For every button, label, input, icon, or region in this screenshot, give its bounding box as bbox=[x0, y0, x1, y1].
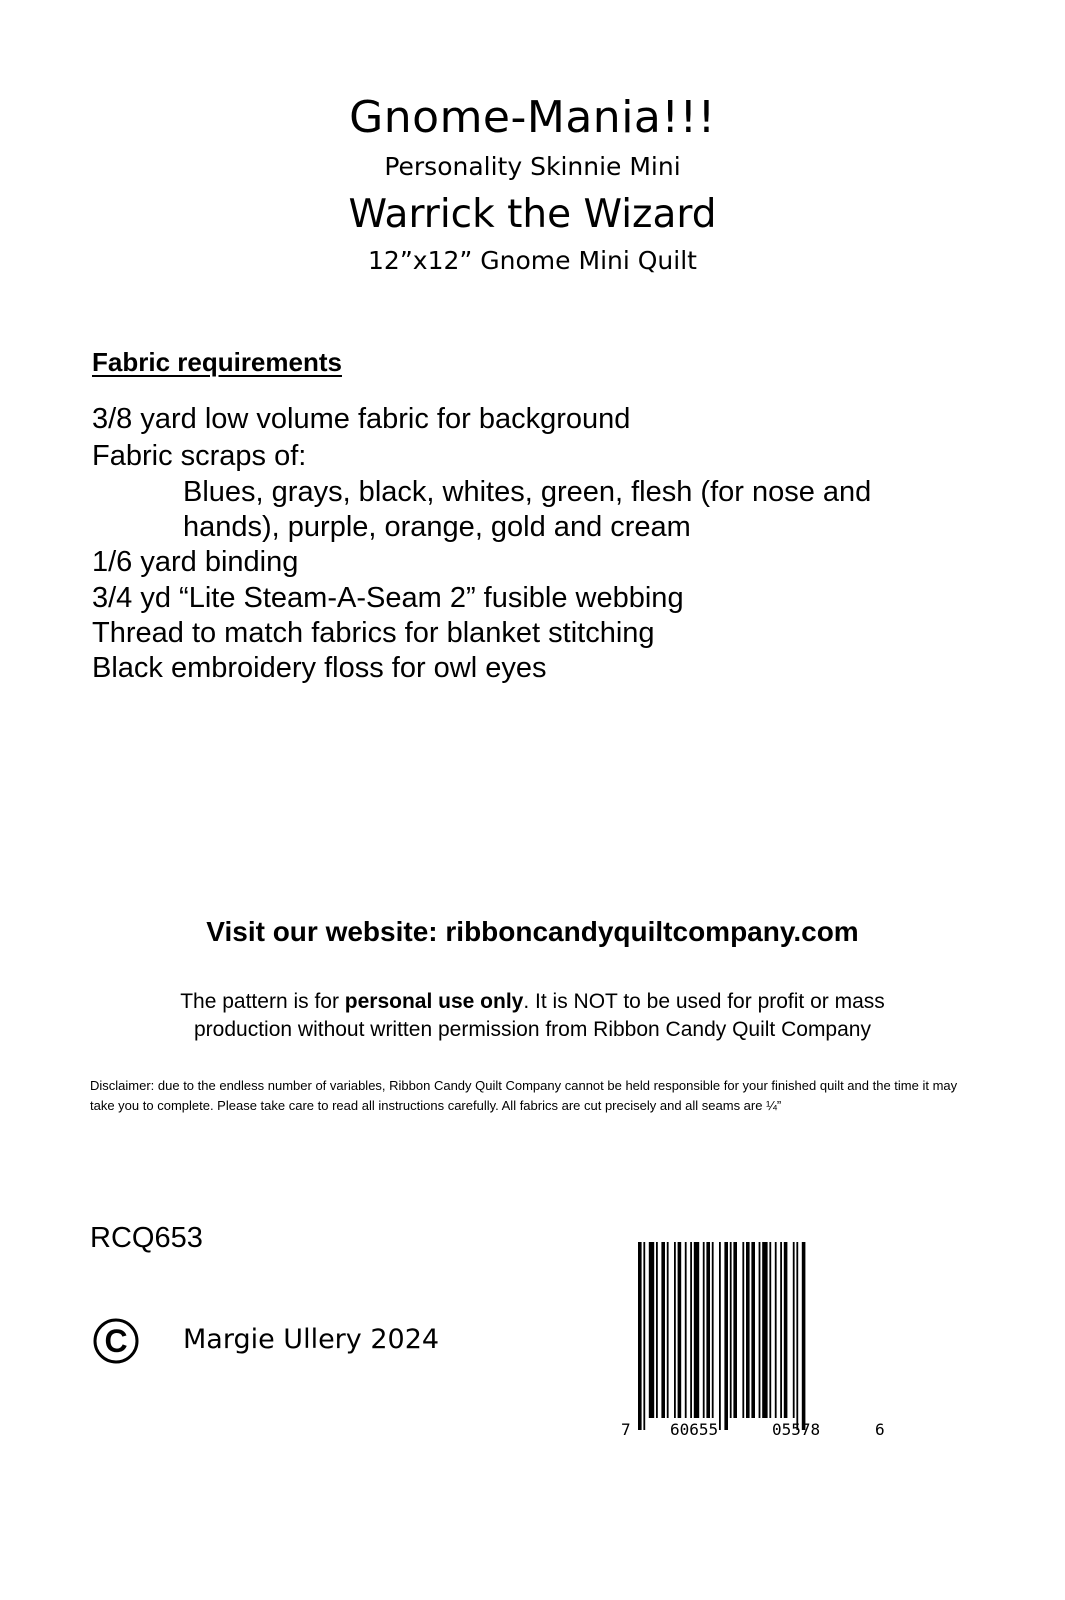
barcode-bar bbox=[674, 1242, 676, 1418]
barcode-digits-right: 05578 bbox=[772, 1420, 821, 1439]
barcode-bar bbox=[733, 1242, 737, 1418]
barcode-bar bbox=[661, 1242, 665, 1418]
disclaimer: Disclaimer: due to the endless number of variables, Ribbon Candy Quilt Company cannot be held responsible for your finished quilt and the time it may take you to complete. Please take care to read all instructions carefully. All fabrics are cut precisely and all seams are ¼” bbox=[90, 1078, 958, 1113]
quilt-size: 12”x12” Gnome Mini Quilt bbox=[368, 246, 697, 275]
barcode bbox=[618, 1240, 888, 1440]
fabric-item: Blues, grays, black, whites, green, flesh (for nose and bbox=[183, 476, 872, 508]
barcode-bar bbox=[712, 1242, 714, 1418]
barcode-bar bbox=[685, 1242, 687, 1418]
barcode-bar bbox=[667, 1242, 669, 1418]
pattern-title: Gnome-Mania!!! bbox=[349, 92, 716, 143]
website-line: Visit our website: ribboncandyquiltcompany.com bbox=[206, 916, 859, 947]
fabric-item: Thread to match fabrics for blanket stitching bbox=[92, 617, 655, 649]
notice-pre: The pattern is for bbox=[180, 990, 345, 1013]
barcode-bar bbox=[802, 1242, 806, 1430]
barcode-bar bbox=[730, 1242, 732, 1418]
fabric-item: 1/6 yard binding bbox=[92, 546, 299, 578]
barcode-bar bbox=[694, 1242, 699, 1418]
barcode-bar bbox=[703, 1242, 705, 1418]
barcode-digits-left: 60655 bbox=[670, 1420, 719, 1439]
barcode-bar bbox=[751, 1242, 755, 1418]
fabric-requirements-heading: Fabric requirements bbox=[92, 347, 342, 377]
barcode-bar bbox=[690, 1242, 692, 1418]
barcode-bar bbox=[724, 1242, 728, 1430]
copyright-text: Margie Ullery 2024 bbox=[183, 1324, 440, 1355]
barcode-bar bbox=[784, 1242, 788, 1418]
notice-post: . It is NOT to be used for profit or mass bbox=[523, 990, 885, 1013]
usage-notice bbox=[0, 988, 1065, 1044]
barcode-bar bbox=[706, 1242, 710, 1418]
usage-notice-line2: production without written permission from Ribbon Candy Quilt Company bbox=[194, 1018, 871, 1041]
barcode-bar bbox=[759, 1242, 761, 1418]
fabric-item: 3/8 yard low volume fabric for background bbox=[92, 403, 631, 435]
barcode-bar bbox=[678, 1242, 682, 1418]
barcode-bar bbox=[742, 1242, 744, 1418]
barcode-bar bbox=[649, 1242, 654, 1418]
barcode-bar bbox=[762, 1242, 767, 1418]
barcode-bar bbox=[775, 1242, 777, 1418]
fabric-item: Fabric scraps of: bbox=[92, 440, 307, 472]
product-code: RCQ653 bbox=[90, 1222, 203, 1254]
pattern-name: Warrick the Wizard bbox=[348, 192, 717, 237]
barcode-bar bbox=[746, 1242, 750, 1418]
barcode-bars bbox=[638, 1242, 805, 1430]
barcode-digit-first: 7 bbox=[621, 1420, 631, 1439]
barcode-bar bbox=[643, 1242, 645, 1430]
notice-bold: personal use only bbox=[344, 990, 524, 1013]
copyright-icon bbox=[92, 1317, 140, 1365]
barcode-bar bbox=[769, 1242, 771, 1418]
barcode-digit-last: 6 bbox=[875, 1420, 885, 1439]
usage-notice-line1 bbox=[0, 988, 1065, 1016]
pattern-subtitle: Personality Skinnie Mini bbox=[384, 152, 681, 181]
fabric-item: Black embroidery floss for owl eyes bbox=[92, 652, 547, 684]
barcode-bar bbox=[780, 1242, 782, 1418]
barcode-bar bbox=[719, 1242, 721, 1430]
barcode-bar bbox=[793, 1242, 795, 1418]
fabric-item: hands), purple, orange, gold and cream bbox=[183, 511, 691, 543]
barcode-bar bbox=[638, 1242, 642, 1430]
barcode-bar bbox=[656, 1242, 658, 1418]
copyright-symbol: C bbox=[104, 1323, 128, 1359]
barcode-bar bbox=[796, 1242, 798, 1430]
fabric-item: 3/4 yd “Lite Steam-A-Seam 2” fusible webbing bbox=[92, 582, 684, 614]
